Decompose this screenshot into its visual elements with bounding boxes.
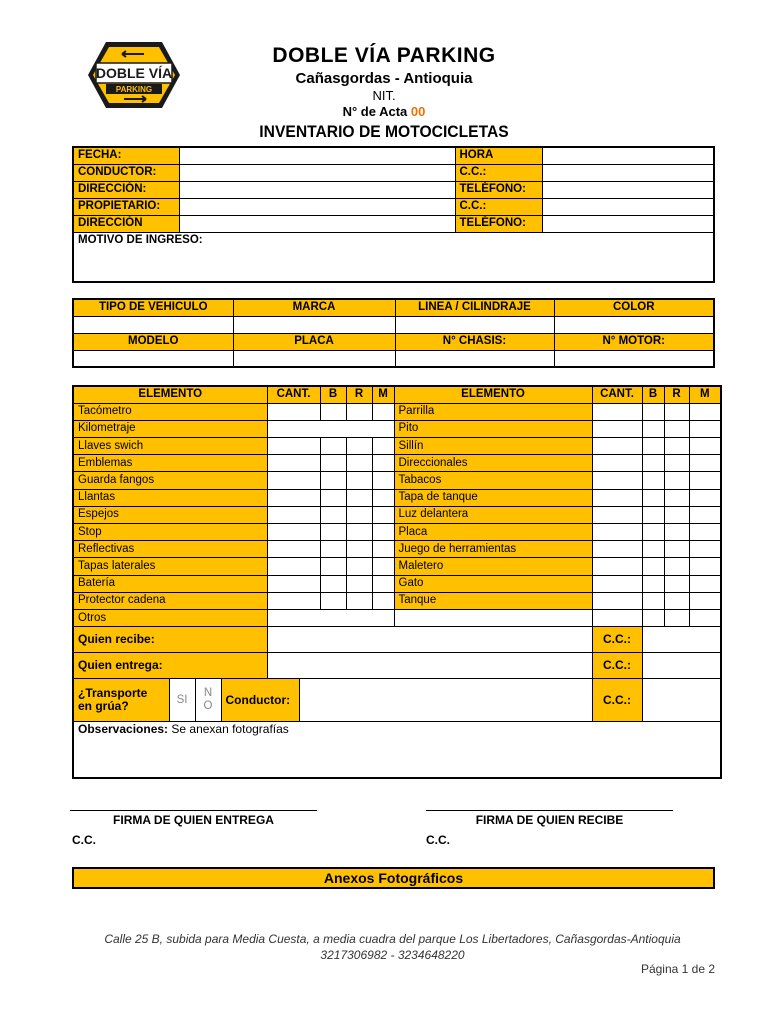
company-name: DOBLE VÍA PARKING — [272, 44, 496, 67]
direccion-propietario-field[interactable] — [179, 215, 455, 232]
inventario-item: Llaves swich — [73, 438, 267, 455]
r-cell[interactable] — [664, 455, 689, 472]
direccion-propietario-label: DIRECCIÓN — [73, 215, 179, 232]
inventario-item: Espejos — [73, 506, 267, 523]
conductor-grua-label: Conductor: — [221, 679, 299, 721]
b-cell[interactable] — [642, 506, 664, 523]
cant-cell[interactable] — [592, 575, 642, 592]
inventario-item: Juego de herramientas — [394, 541, 592, 558]
nit-label: NIT. — [372, 88, 396, 103]
cant-cell[interactable] — [592, 541, 642, 558]
r-cell[interactable] — [664, 609, 689, 626]
m-cell[interactable] — [372, 438, 394, 455]
inventario-item: Reflectivas — [73, 541, 267, 558]
transporte-row — [73, 679, 592, 722]
m-cell[interactable] — [372, 592, 394, 609]
m-cell[interactable] — [689, 575, 721, 592]
inventario-item: Llantas — [73, 489, 267, 506]
b-cell[interactable] — [642, 403, 664, 420]
m-header: M — [689, 386, 721, 403]
quien-recibe-label: Quien recibe: — [73, 627, 267, 653]
b-header: B — [642, 386, 664, 403]
inventario-item: Tapa de tanque — [394, 489, 592, 506]
modelo-label: MODELO — [73, 333, 233, 350]
cant-cell[interactable] — [592, 472, 642, 489]
inventario-item: Guarda fangos — [73, 472, 267, 489]
r-cell[interactable] — [346, 489, 372, 506]
cant-cell[interactable] — [267, 575, 320, 592]
cant-cell[interactable] — [592, 592, 642, 609]
quien-entrega-label: Quien entrega: — [73, 653, 267, 679]
linea-label: LINEA / CILINDRAJE — [395, 299, 554, 316]
placa-label: PLACA — [233, 333, 395, 350]
inventario-item: Tanque — [394, 592, 592, 609]
m-cell[interactable] — [689, 541, 721, 558]
cc-grua-field[interactable] — [642, 679, 721, 722]
r-cell[interactable] — [346, 524, 372, 541]
r-cell[interactable] — [664, 592, 689, 609]
inventario-item: Parrilla — [394, 403, 592, 420]
r-header: R — [346, 386, 372, 403]
m-cell[interactable] — [372, 506, 394, 523]
company-city: Cañasgordas - Antioquia — [295, 70, 473, 87]
tipo-vehiculo-field[interactable] — [73, 316, 233, 333]
b-cell[interactable] — [320, 438, 346, 455]
page-number: Página 1 de 2 — [640, 962, 715, 976]
b-cell[interactable] — [320, 403, 346, 420]
acta-value: 00 — [410, 104, 426, 119]
cant-cell[interactable] — [267, 438, 320, 455]
color-field[interactable] — [554, 316, 714, 333]
chasis-field[interactable] — [395, 350, 554, 367]
b-cell[interactable] — [320, 541, 346, 558]
acta-number — [0, 104, 768, 119]
b-cell[interactable] — [642, 609, 664, 626]
inventario-item: Tabacos — [394, 472, 592, 489]
observaciones-field[interactable] — [73, 722, 721, 778]
inventario-table — [72, 385, 722, 779]
b-cell[interactable] — [642, 420, 664, 437]
r-cell[interactable] — [664, 420, 689, 437]
r-cell[interactable] — [664, 438, 689, 455]
vehiculo-table — [72, 298, 715, 368]
m-cell[interactable] — [689, 609, 721, 626]
inventario-item: Tacómetro — [73, 403, 267, 420]
cant-cell[interactable] — [267, 489, 320, 506]
propietario-label: PROPIETARIO: — [73, 198, 179, 215]
inventario-item: Placa — [394, 524, 592, 541]
m-cell[interactable] — [372, 524, 394, 541]
m-cell[interactable] — [689, 403, 721, 420]
cant-cell[interactable] — [267, 420, 394, 437]
transporte-grua-label: ¿Transporte en grúa? — [74, 679, 169, 721]
form-title: INVENTARIO DE MOTOCICLETAS — [259, 122, 509, 141]
cc-propietario-label: C.C.: — [455, 198, 542, 215]
firma-recibe-cc: C.C. — [426, 833, 450, 847]
b-cell[interactable] — [320, 455, 346, 472]
cant-cell[interactable] — [592, 403, 642, 420]
cant-cell[interactable] — [267, 609, 394, 626]
fecha-label: FECHA: — [73, 147, 179, 164]
m-header: M — [372, 386, 394, 403]
cant-cell[interactable] — [592, 558, 642, 575]
r-cell[interactable] — [346, 575, 372, 592]
cant-cell[interactable] — [267, 524, 320, 541]
b-cell[interactable] — [642, 489, 664, 506]
cc-entrega-label: C.C.: — [592, 653, 642, 679]
color-label: COLOR — [554, 299, 714, 316]
m-cell[interactable] — [372, 489, 394, 506]
cant-cell[interactable] — [592, 506, 642, 523]
b-cell[interactable] — [642, 558, 664, 575]
telefono-propietario-field[interactable] — [542, 215, 714, 232]
observaciones-label: Observaciones: — [78, 722, 169, 737]
motor-label: N° MOTOR: — [554, 333, 714, 350]
inventario-empty-cell[interactable] — [394, 609, 592, 626]
motivo-label: MOTIVO DE INGRESO: — [78, 233, 203, 246]
m-cell[interactable] — [372, 575, 394, 592]
footer-address — [0, 931, 768, 963]
quien-entrega-field[interactable] — [267, 653, 592, 679]
cant-header: CANT. — [592, 386, 642, 403]
propietario-field[interactable] — [179, 198, 455, 215]
address-text: Calle 25 B, subida para Media Cuesta, a media cuadra del parque Los Libertadores, Cañasgordas-Antioquia — [104, 932, 681, 946]
chasis-label: N° CHASIS: — [395, 333, 554, 350]
tipo-vehiculo-label: TIPO DE VEHICULO — [73, 299, 233, 316]
r-cell[interactable] — [664, 403, 689, 420]
r-header: R — [664, 386, 689, 403]
m-cell[interactable] — [689, 558, 721, 575]
b-cell[interactable] — [320, 575, 346, 592]
cant-cell[interactable] — [592, 420, 642, 437]
hora-field[interactable] — [542, 147, 714, 164]
r-cell[interactable] — [664, 472, 689, 489]
modelo-field[interactable] — [73, 350, 233, 367]
fecha-field[interactable] — [179, 147, 455, 164]
cant-cell[interactable] — [267, 506, 320, 523]
m-cell[interactable] — [689, 592, 721, 609]
firma-entrega-line — [70, 810, 317, 811]
b-cell[interactable] — [320, 558, 346, 575]
r-cell[interactable] — [664, 524, 689, 541]
firma-recibe-line — [426, 810, 673, 811]
r-cell[interactable] — [346, 541, 372, 558]
m-cell[interactable] — [689, 524, 721, 541]
no-checkbox[interactable]: N O — [195, 679, 221, 721]
inventario-item: Kilometraje — [73, 420, 267, 437]
telefono-propietario-label: TELÉFONO: — [455, 215, 542, 232]
b-cell[interactable] — [642, 592, 664, 609]
cant-cell[interactable] — [267, 558, 320, 575]
motivo-ingreso-field[interactable] — [73, 232, 714, 282]
elemento-header: ELEMENTO — [73, 386, 267, 403]
m-cell[interactable] — [372, 455, 394, 472]
cant-cell[interactable] — [592, 489, 642, 506]
observaciones-text: Se anexan fotografías — [168, 722, 289, 737]
cant-cell[interactable] — [267, 592, 320, 609]
firma-entrega-cc: C.C. — [72, 833, 96, 847]
inventario-item: Direccionales — [394, 455, 592, 472]
cc-recibe-label: C.C.: — [592, 627, 642, 653]
m-cell[interactable] — [689, 472, 721, 489]
cant-cell[interactable] — [592, 609, 642, 626]
r-cell[interactable] — [664, 575, 689, 592]
b-cell[interactable] — [642, 472, 664, 489]
cant-cell[interactable] — [592, 438, 642, 455]
cant-cell[interactable] — [592, 524, 642, 541]
r-cell[interactable] — [346, 558, 372, 575]
logo-text: DOBLE VÍA — [95, 65, 173, 81]
cc-grua-label: C.C.: — [592, 679, 642, 722]
m-cell[interactable] — [689, 506, 721, 523]
r-cell[interactable] — [664, 489, 689, 506]
cc-label: C.C.: — [455, 164, 542, 181]
inventario-item: Batería — [73, 575, 267, 592]
r-cell[interactable] — [664, 541, 689, 558]
cant-cell[interactable] — [267, 455, 320, 472]
inventario-item: Maletero — [394, 558, 592, 575]
b-cell[interactable] — [642, 524, 664, 541]
direccion-label: DIRECCIÓN: — [73, 181, 179, 198]
m-cell[interactable] — [372, 558, 394, 575]
r-cell[interactable] — [346, 592, 372, 609]
direccion-field[interactable] — [179, 181, 455, 198]
cc-propietario-field[interactable] — [542, 198, 714, 215]
inventario-item: Luz delantera — [394, 506, 592, 523]
firma-entrega-label: FIRMA DE QUIEN ENTREGA — [113, 813, 274, 827]
marca-label: MARCA — [233, 299, 395, 316]
conductor-label: CONDUCTOR: — [73, 164, 179, 181]
b-cell[interactable] — [642, 455, 664, 472]
inventario-item: Pito — [394, 420, 592, 437]
cc-field[interactable] — [542, 164, 714, 181]
r-cell[interactable] — [664, 506, 689, 523]
inventario-item: Emblemas — [73, 455, 267, 472]
hora-label: HORA — [455, 147, 542, 164]
inventario-item: Gato — [394, 575, 592, 592]
m-cell[interactable] — [689, 420, 721, 437]
cant-header: CANT. — [267, 386, 320, 403]
si-checkbox[interactable]: SI — [169, 679, 195, 721]
cant-cell[interactable] — [267, 403, 320, 420]
firma-recibe-label: FIRMA DE QUIEN RECIBE — [475, 813, 624, 827]
b-cell[interactable] — [320, 472, 346, 489]
conductor-field[interactable] — [179, 164, 455, 181]
m-cell[interactable] — [689, 489, 721, 506]
b-cell[interactable] — [320, 524, 346, 541]
r-cell[interactable] — [346, 506, 372, 523]
b-header: B — [320, 386, 346, 403]
m-cell[interactable] — [372, 472, 394, 489]
conductor-grua-field[interactable] — [299, 679, 592, 721]
placa-field[interactable] — [233, 350, 395, 367]
marca-field[interactable] — [233, 316, 395, 333]
r-cell[interactable] — [346, 403, 372, 420]
logo-subtext: PARKING — [115, 85, 153, 94]
b-cell[interactable] — [320, 489, 346, 506]
r-cell[interactable] — [664, 558, 689, 575]
b-cell[interactable] — [642, 575, 664, 592]
cant-cell[interactable] — [267, 541, 320, 558]
inventario-item: Otros — [73, 609, 267, 626]
r-cell[interactable] — [346, 455, 372, 472]
m-cell[interactable] — [372, 541, 394, 558]
inventario-item: Tapas laterales — [73, 558, 267, 575]
anexos-fotograficos-header: Anexos Fotográficos — [72, 867, 715, 889]
b-cell[interactable] — [642, 438, 664, 455]
linea-field[interactable] — [395, 316, 554, 333]
cc-entrega-field[interactable] — [642, 653, 721, 679]
cant-cell[interactable] — [267, 472, 320, 489]
cant-cell[interactable] — [592, 455, 642, 472]
telefono-label: TELÉFONO: — [455, 181, 542, 198]
r-cell[interactable] — [346, 472, 372, 489]
b-cell[interactable] — [320, 506, 346, 523]
cc-recibe-field[interactable] — [642, 627, 721, 653]
inventario-item: Protector cadena — [73, 592, 267, 609]
inventario-item: Stop — [73, 524, 267, 541]
quien-recibe-field[interactable] — [267, 627, 592, 653]
m-cell[interactable] — [689, 455, 721, 472]
motor-field[interactable] — [554, 350, 714, 367]
acta-label: N° de Acta — [342, 104, 411, 119]
inventario-item: Sillín — [394, 438, 592, 455]
b-cell[interactable] — [642, 541, 664, 558]
telefono-field[interactable] — [542, 181, 714, 198]
phones-text: 3217306982 - 3234648220 — [320, 948, 465, 962]
datos-table — [72, 146, 715, 283]
m-cell[interactable] — [689, 438, 721, 455]
b-cell[interactable] — [320, 592, 346, 609]
r-cell[interactable] — [346, 438, 372, 455]
m-cell[interactable] — [372, 403, 394, 420]
elemento-header: ELEMENTO — [394, 386, 592, 403]
